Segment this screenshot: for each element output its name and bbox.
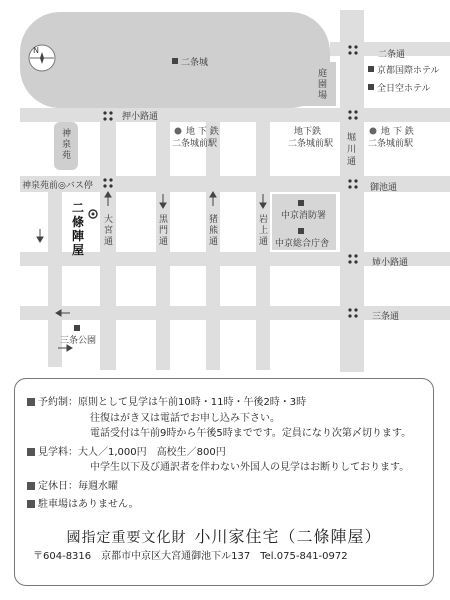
fee-row — [27, 445, 421, 461]
svg-text:通: 通 — [209, 237, 219, 247]
svg-text:黒: 黒 — [159, 215, 169, 225]
svg-text:陣: 陣 — [72, 229, 85, 243]
svg-text:堀: 堀 — [347, 133, 357, 143]
sanjo-st-label: 三条通 — [372, 312, 400, 322]
svg-text:通: 通 — [104, 237, 114, 247]
svg-text:門: 門 — [159, 226, 169, 236]
holiday-label: 定休日： — [38, 480, 78, 492]
hotel2-marker-icon — [368, 84, 374, 90]
bullet-square-icon — [27, 448, 35, 456]
fee-text-2: 中学生以下及び通訳者を伴わない外国人の見学はお断りしております。 — [90, 462, 410, 473]
nijo-jinya-label — [72, 201, 84, 257]
jinya-location-dot-icon — [92, 213, 95, 216]
bullet-square-icon — [27, 398, 35, 406]
castle-label: 二条城 — [181, 58, 209, 68]
svg-text:泉: 泉 — [62, 140, 72, 150]
subway-station-3-icon — [370, 128, 377, 135]
road-horikawa — [340, 10, 364, 372]
oshikoji-st-label: 押小路通 — [122, 112, 159, 122]
subway-3-line2: 二条城前駅 — [368, 139, 414, 149]
bus-stop-label: 神泉苑前◎バス停 — [22, 181, 93, 191]
reservation-text-2: 往復はがき又は電話でお申し込み下さい。 — [90, 412, 280, 424]
fee-label: 見学料： — [38, 446, 78, 458]
reservation-text: 原則として見学は午前10時・11時・午後2時・3時 — [78, 397, 307, 408]
castle-park-block — [290, 62, 336, 106]
shinsenen-label — [62, 127, 71, 161]
svg-text:通: 通 — [347, 157, 357, 167]
svg-text:園: 園 — [318, 80, 328, 90]
page-title — [27, 526, 421, 547]
bullet-square-icon — [27, 500, 35, 508]
ana-hotel-label: 全日空ホテル — [377, 84, 431, 94]
svg-text:N: N — [33, 46, 39, 55]
svg-text:通: 通 — [159, 237, 169, 247]
reservation-row — [27, 395, 421, 411]
castle-park-label — [318, 67, 327, 101]
sanjo-park-label: 三条公園 — [60, 336, 97, 346]
castle-marker-icon — [172, 58, 178, 64]
svg-text:大: 大 — [104, 215, 114, 225]
title-main: 小川家住宅（二條陣屋） — [194, 526, 382, 546]
visit-info-panel — [14, 378, 434, 586]
svg-text:宮: 宮 — [104, 226, 114, 236]
inokuma-st-label — [209, 213, 219, 247]
iwagami-st-label — [259, 213, 268, 247]
holiday-text: 毎週水曜 — [78, 480, 118, 492]
bullet-square-icon — [27, 482, 35, 490]
postal-code: 〒604-8316 — [33, 551, 92, 562]
svg-text:神: 神 — [62, 129, 72, 139]
subway-3-line1: 地 下 鉄 — [381, 127, 414, 137]
reservation-text-3: 電話受付は午前9時から午後5時までです。定員になり次第〆切ります。 — [90, 428, 412, 439]
svg-text:庭: 庭 — [318, 69, 328, 79]
horikawa-st-label — [347, 131, 356, 167]
svg-text:岩: 岩 — [259, 215, 269, 225]
parking-text: 駐車場はありません。 — [38, 499, 139, 510]
oike-st-label: 御池通 — [370, 183, 398, 193]
svg-text:二: 二 — [72, 201, 85, 215]
sanjo-park-marker-icon — [74, 325, 80, 331]
svg-text:川: 川 — [347, 145, 357, 155]
subway-2-line2: 二条城前駅 — [288, 139, 334, 149]
svg-text:通: 通 — [259, 237, 269, 247]
svg-text:條: 條 — [72, 215, 85, 229]
ward-office-label: 中京総合庁舎 — [275, 239, 330, 249]
svg-text:苑: 苑 — [62, 151, 72, 161]
svg-text:屋: 屋 — [72, 243, 85, 257]
reservation-label: 予約制： — [38, 397, 78, 408]
compass-icon — [29, 45, 55, 71]
subway-2-line1: 地下鉄 — [294, 127, 322, 137]
svg-text:上: 上 — [259, 226, 269, 236]
subway-1-line2: 二条城前駅 — [172, 139, 218, 149]
kuromon-st-label — [159, 214, 169, 247]
parking-row — [27, 497, 421, 513]
svg-text:猪: 猪 — [209, 215, 219, 225]
holiday-row — [27, 479, 421, 495]
title-prefix: 國指定重要文化財 — [66, 529, 187, 546]
fee-text: 大人／1,000円 高校生／800円 — [78, 446, 226, 458]
phone-number: Tel.075-841-0972 — [260, 551, 348, 562]
svg-text:熊: 熊 — [209, 226, 219, 236]
hotel1-marker-icon — [368, 66, 374, 72]
ward-office-marker-icon — [298, 228, 304, 234]
subway-1-line1: 地 下 鉄 — [186, 127, 219, 137]
address-line — [27, 549, 421, 565]
subway-station-1-icon — [175, 128, 182, 135]
kyoto-hotel-label: 京都国際ホテル — [377, 66, 440, 76]
fire-station-label: 中京消防署 — [281, 211, 327, 221]
aneyakoji-st-label: 姉小路通 — [372, 258, 409, 268]
road-oshikoji — [20, 108, 450, 122]
svg-text:場: 場 — [318, 91, 328, 101]
omiya-st-label — [104, 213, 113, 247]
address-text: 京都市中京区大宮通御池下ル137 — [101, 551, 251, 562]
nijo-st-label: 二条通 — [378, 50, 406, 60]
fire-station-marker-icon — [298, 200, 304, 206]
